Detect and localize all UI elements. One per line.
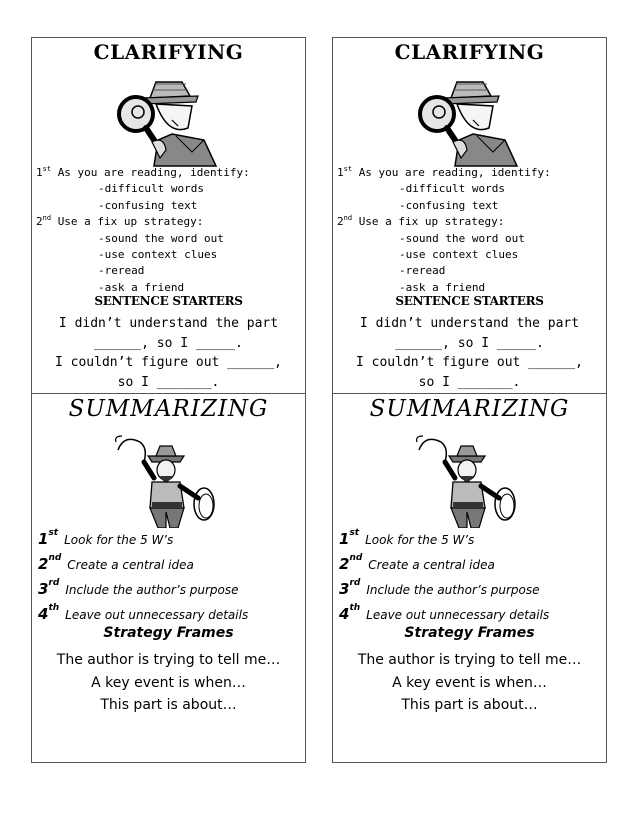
sentence-starters-heading: SENTENCE STARTERS	[94, 294, 243, 308]
sentence-starters	[333, 314, 606, 392]
step-item: -sound the word out	[98, 231, 224, 245]
step-ordinal: rd	[349, 578, 361, 588]
step-item: -reread	[399, 264, 446, 278]
step-text: As you are reading, identify:	[358, 166, 551, 179]
step-text: Leave out unnecessary details	[65, 608, 249, 622]
step-number: 3	[38, 580, 49, 598]
strategy-frames	[333, 649, 606, 717]
step-ordinal: th	[48, 603, 60, 613]
step-item: -confusing text	[399, 198, 499, 212]
step-1	[339, 527, 604, 552]
frame-line: A key event is when…	[91, 674, 246, 691]
clarifying-steps	[36, 165, 303, 296]
step-text: Create a central idea	[67, 558, 194, 572]
starter-line: ______, so I _____.	[395, 335, 544, 351]
starter-line: I didn’t understand the part	[359, 316, 580, 331]
strategy-frames-heading: Strategy Frames	[404, 625, 535, 641]
step-text: Create a central idea	[368, 558, 495, 572]
step-ordinal: st	[42, 165, 52, 173]
clarifying-card-right	[332, 37, 607, 394]
card-title: SUMMARIZING	[68, 396, 269, 422]
step-3	[38, 577, 303, 602]
step-item: -sound the word out	[399, 231, 525, 245]
starter-line: so I _______.	[117, 374, 220, 390]
card-title: CLARIFYING	[93, 40, 244, 64]
step-ordinal: th	[349, 603, 361, 613]
step-1	[38, 527, 303, 552]
step-3	[339, 577, 604, 602]
step-number: 1	[38, 530, 49, 548]
step-text: Leave out unnecessary details	[366, 608, 550, 622]
detective-illustration	[112, 76, 222, 168]
step-number: 1	[36, 166, 43, 179]
step-1	[36, 165, 303, 181]
step-ordinal: st	[48, 528, 59, 538]
starter-line: I couldn’t figure out ______,	[55, 355, 282, 370]
step-2	[339, 552, 604, 577]
starter-line: I didn’t understand the part	[58, 316, 279, 331]
step-number: 1	[339, 530, 350, 548]
step-text: Include the author’s purpose	[366, 583, 540, 597]
step-text: Use a fix up strategy:	[57, 215, 204, 229]
cowboy-illustration	[415, 432, 519, 528]
step-ordinal: rd	[48, 578, 60, 588]
step-text: Include the author’s purpose	[65, 583, 239, 597]
detective-illustration	[413, 76, 523, 168]
starter-line: ______, so I _____.	[94, 335, 243, 351]
step-number: 2	[339, 555, 350, 573]
step-4	[339, 602, 604, 627]
summarizing-card-right	[332, 393, 607, 763]
clarifying-steps	[337, 165, 604, 296]
sentence-starters-heading: SENTENCE STARTERS	[395, 294, 544, 308]
step-item: -difficult words	[399, 182, 505, 196]
step-1	[337, 165, 604, 181]
starter-line: so I _______.	[418, 374, 521, 390]
step-item: -ask a friend	[98, 280, 185, 294]
summarizing-steps	[38, 527, 303, 627]
frame-line: This part is about…	[100, 697, 237, 713]
step-number: 1	[337, 166, 344, 179]
step-number: 3	[339, 580, 350, 598]
step-item: -ask a friend	[399, 280, 486, 294]
step-text: Use a fix up strategy:	[358, 215, 505, 229]
frame-line: The author is trying to tell me…	[357, 652, 582, 668]
step-number: 4	[339, 605, 350, 623]
card-title: CLARIFYING	[394, 40, 545, 64]
step-ordinal: st	[349, 528, 360, 538]
step-4	[38, 602, 303, 627]
frame-line: This part is about…	[401, 697, 538, 713]
step-text: Look for the 5 W’s	[365, 533, 475, 547]
step-item: -reread	[98, 264, 145, 278]
step-text: Look for the 5 W’s	[64, 533, 174, 547]
step-number: 2	[36, 215, 43, 229]
frame-line: The author is trying to tell me…	[56, 652, 281, 668]
step-ordinal: nd	[42, 214, 52, 223]
step-item: -confusing text	[98, 198, 198, 212]
step-ordinal: st	[343, 165, 353, 173]
step-number: 4	[38, 605, 49, 623]
step-2	[38, 552, 303, 577]
step-2	[337, 214, 604, 230]
summarizing-steps	[339, 527, 604, 627]
step-item: -difficult words	[98, 182, 204, 196]
step-ordinal: nd	[343, 214, 353, 223]
clarifying-card-left	[31, 37, 306, 394]
strategy-frames-heading: Strategy Frames	[103, 625, 234, 641]
frame-line: A key event is when…	[392, 674, 547, 691]
step-number: 2	[38, 555, 49, 573]
step-number: 2	[337, 215, 344, 229]
strategy-frames	[32, 649, 305, 717]
step-2	[36, 214, 303, 230]
step-ordinal: nd	[349, 553, 363, 563]
sentence-starters	[32, 314, 305, 392]
card-title: SUMMARIZING	[369, 396, 570, 422]
step-item: -use context clues	[399, 248, 519, 262]
step-ordinal: nd	[48, 553, 62, 563]
step-text: As you are reading, identify:	[57, 166, 250, 179]
summarizing-card-left	[31, 393, 306, 763]
cowboy-illustration	[114, 432, 218, 528]
starter-line: I couldn’t figure out ______,	[356, 355, 583, 370]
step-item: -use context clues	[98, 248, 218, 262]
